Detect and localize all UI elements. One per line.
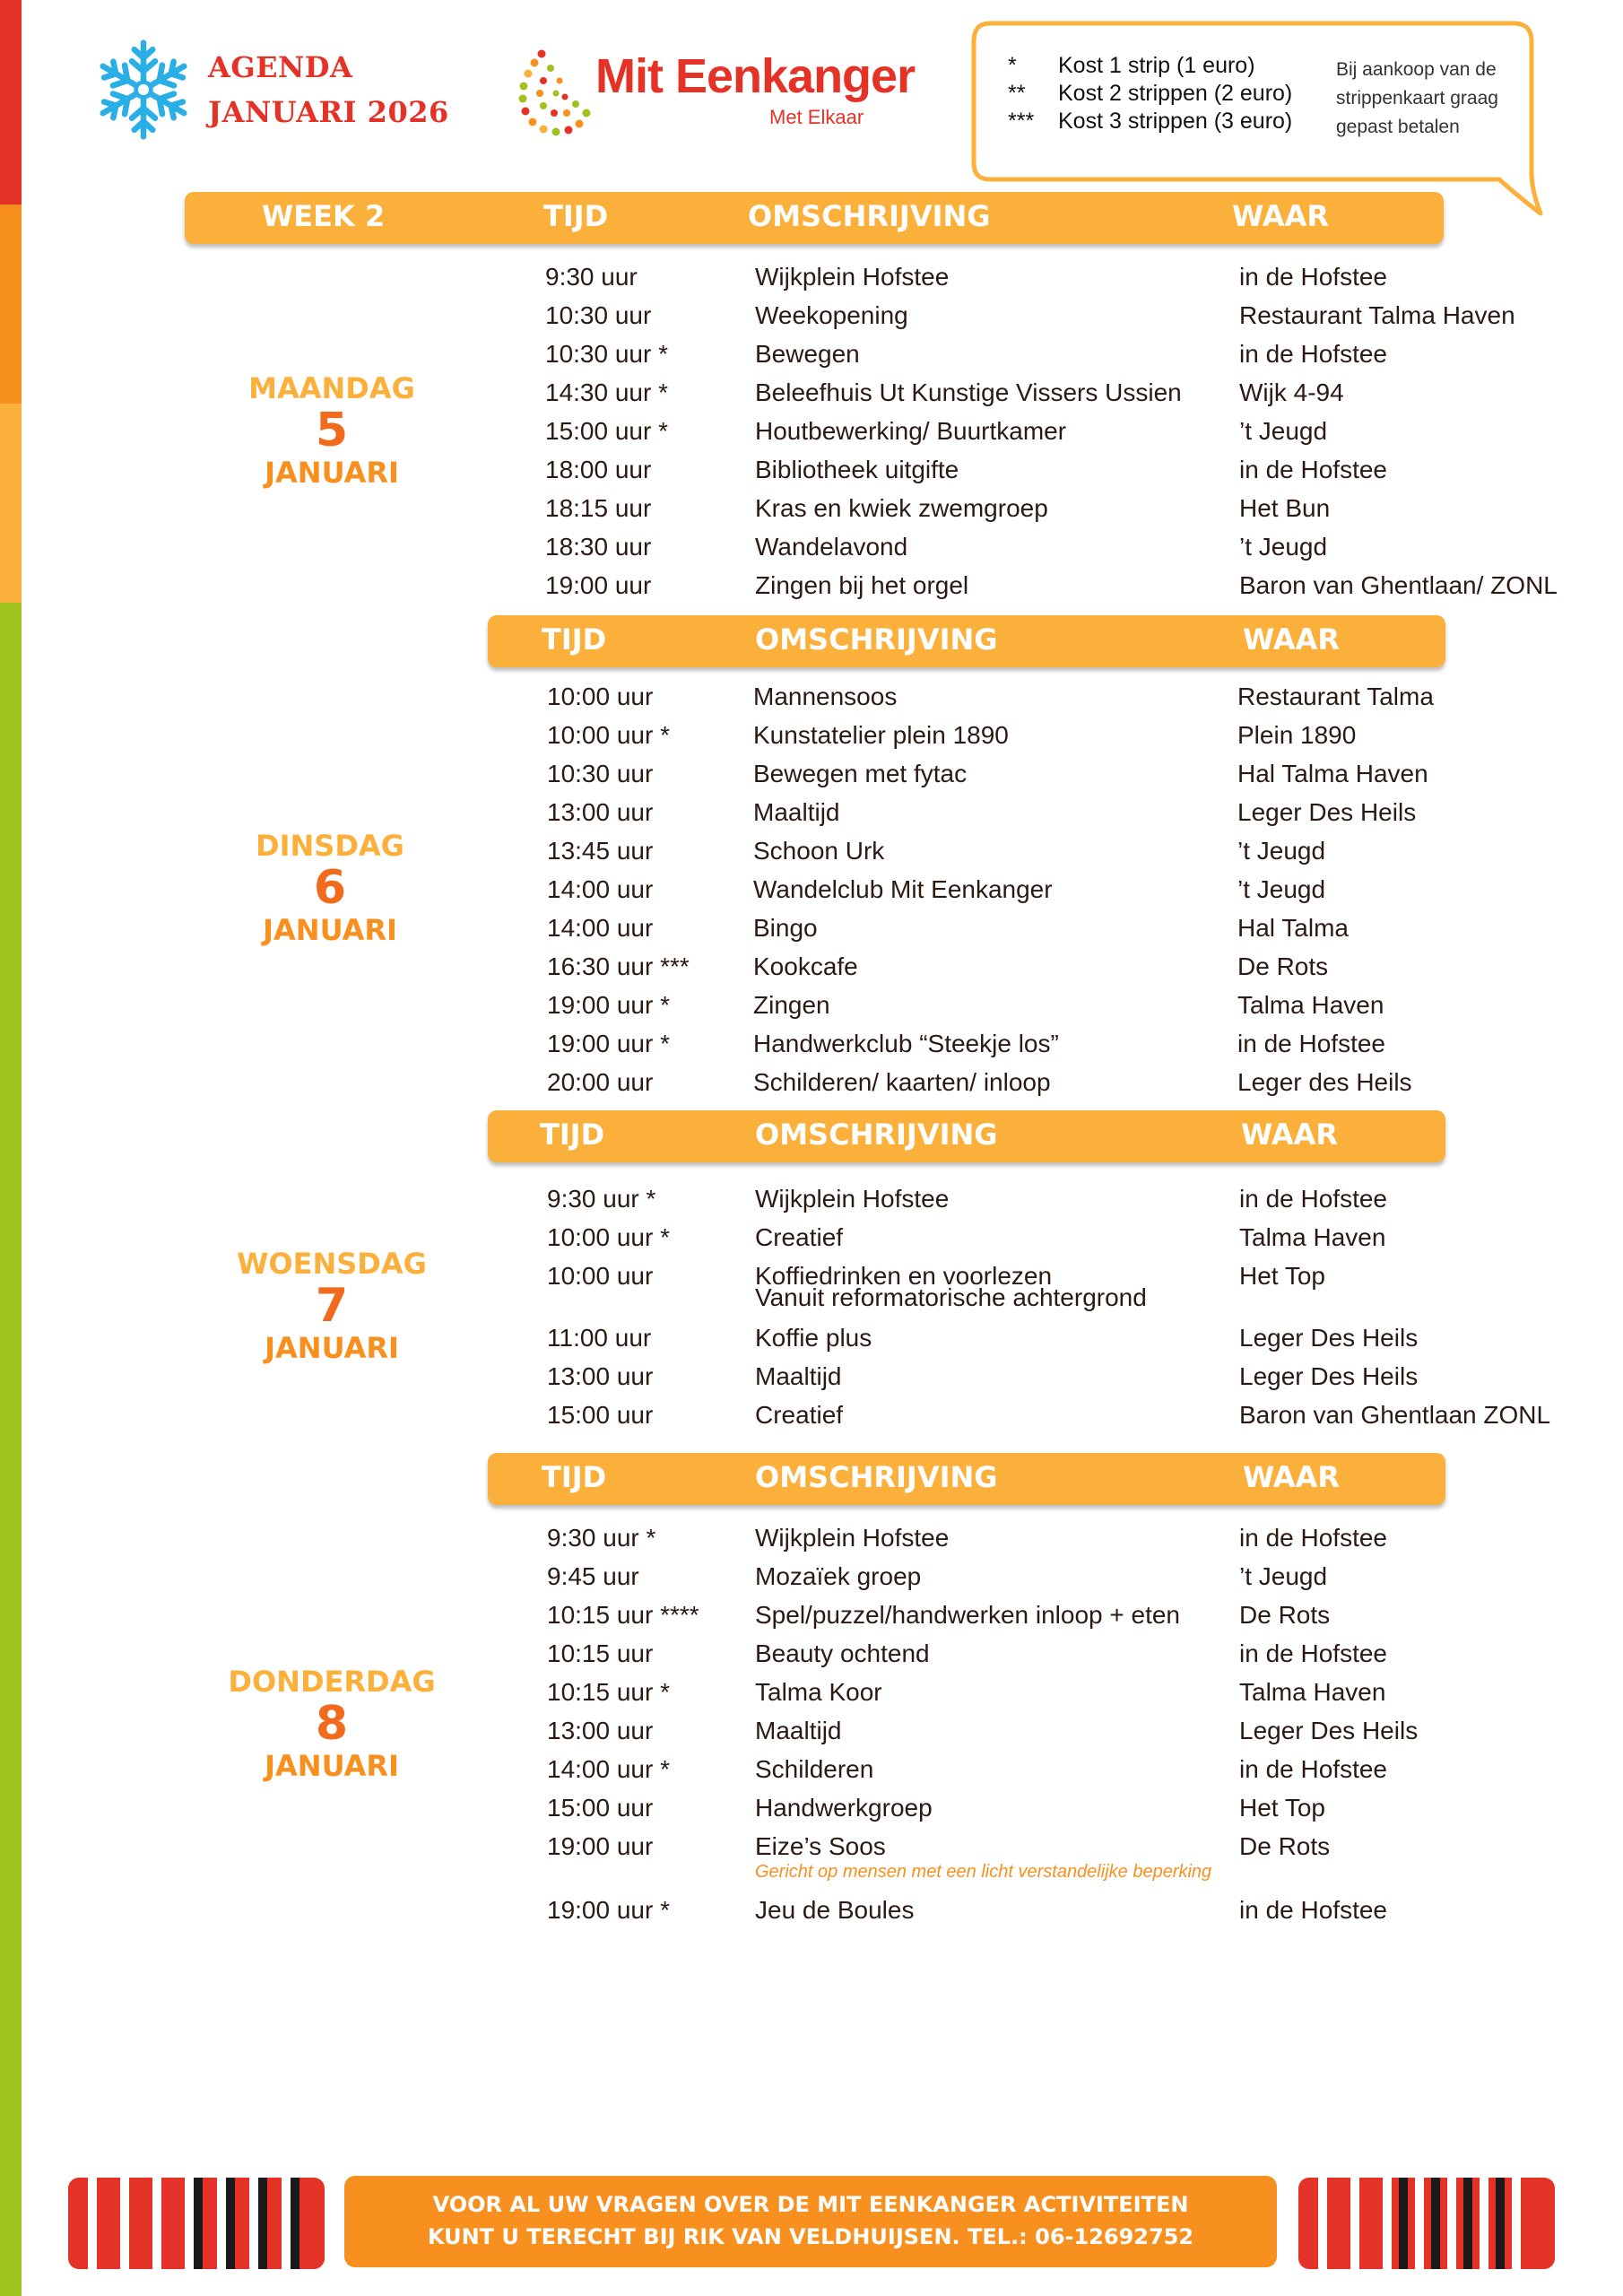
col-where: WAAR [1232,199,1330,233]
row-description: Jeu de Boules [755,1896,915,1924]
row-description: Spel/puzzel/handwerken inloop + eten [755,1601,1181,1629]
col-where: WAAR [1243,1460,1341,1494]
row-time: 18:15 uur [545,494,652,522]
row-note: Gericht op mensen met een licht verstandelijke beperking [755,1862,1212,1882]
legend-bubble [970,20,1551,179]
row-location: in de Hofstee [1237,1030,1385,1057]
row-time: 9:45 uur [547,1562,639,1590]
row-time: 14:30 uur * [545,378,668,406]
left-strip-green [0,603,22,2296]
row-location: ’t Jeugd [1239,533,1328,561]
row-location: in de Hofstee [1239,1185,1387,1213]
row-location: Het Top [1239,1262,1325,1290]
price-legend [1008,52,1292,135]
row-location: Leger Des Heils [1239,1324,1419,1352]
day-month: JANUARI [265,1749,399,1783]
day-month: JANUARI [263,913,397,947]
row-time: 18:00 uur [545,456,652,483]
legend-row-3 [1008,108,1292,135]
day-name: WOENSDAG [237,1247,427,1281]
row-time: 19:00 uur [547,1832,654,1860]
row-location: Baron van Ghentlaan ZONL [1239,1401,1551,1429]
row-location: Leger Des Heils [1237,798,1417,826]
row-time: 9:30 uur * [547,1524,656,1552]
row-description: Wandelclub Mit Eenkanger [753,875,1053,903]
row-location: in de Hofstee [1239,263,1387,291]
row-description: Schoon Urk [753,837,885,865]
row-time: 13:00 uur [547,1717,654,1744]
row-location: Leger Des Heils [1239,1362,1419,1390]
row-location: Talma Haven [1239,1678,1386,1706]
row-location: Talma Haven [1239,1223,1386,1251]
snowflake-icon [93,36,194,144]
col-time: TIJD [542,622,607,657]
row-description: Kookcafe [753,952,858,980]
row-location: Wijk 4-94 [1239,378,1344,406]
row-time: 18:30 uur [545,533,652,561]
row-description: Creatief [755,1401,844,1429]
row-time: 10:15 uur **** [547,1601,699,1629]
row-time: 19:00 uur * [547,1030,670,1057]
row-location: Het Top [1239,1794,1325,1822]
row-time: 10:00 uur [547,1262,654,1290]
row-description: Handwerkclub “Steekje los” [753,1030,1059,1057]
row-description: Koffiedrinken en voorlezen [755,1262,1053,1290]
day-label-dinsdag [178,829,482,947]
row-description: Beauty ochtend [755,1639,930,1667]
row-location: ’t Jeugd [1237,837,1326,865]
day-number: 5 [315,404,349,457]
row-location: ’t Jeugd [1239,1562,1328,1590]
row-location: ’t Jeugd [1239,417,1328,445]
legend-row-1 [1008,52,1292,80]
row-time: 10:30 uur * [545,340,668,368]
row-location: in de Hofstee [1239,340,1387,368]
row-description: Mozaïek groep [755,1562,922,1590]
logo [515,41,916,149]
day-number: 6 [313,861,347,915]
row-description: Maaltijd [755,1362,842,1390]
logo-title: Mit Eenkanger [595,49,916,103]
col-where: WAAR [1241,1118,1339,1152]
row-time: 9:30 uur * [547,1185,656,1213]
row-time: 9:30 uur [545,263,638,291]
footer-contact-bar [344,2176,1277,2267]
row-location: Leger des Heils [1237,1068,1412,1096]
agenda-title [208,45,449,135]
agenda-line-1: AGENDA [208,50,353,84]
row-description: Handwerkgroep [755,1794,933,1822]
footer-line-2: KUNT U TERECHT BIJ RIK VAN VELDHUIJSEN. TEL.: 06-12692752 [427,2224,1194,2249]
row-description: Beleefhuis Ut Kunstige Vissers Ussien [755,378,1182,406]
footer-line-1: VOOR AL UW VRAGEN OVER DE MIT EENKANGER ACTIVITEITEN [432,2192,1189,2217]
row-location: Plein 1890 [1237,721,1357,749]
row-description: Bewegen [755,340,860,368]
row-description: Houtbewerking/ Buurtkamer [755,417,1067,445]
row-description: Zingen [753,991,830,1019]
row-time: 10:30 uur [545,301,652,329]
col-desc: OMSCHRIJVING [755,622,998,657]
row-location: Leger Des Heils [1239,1717,1419,1744]
row-time: 10:15 uur [547,1639,654,1667]
stripes-left-icon [66,2174,326,2273]
week-label: WEEK 2 [262,199,386,233]
row-description: Talma Koor [755,1678,882,1706]
day-name: DONDERDAG [228,1665,436,1699]
header-bar-dinsdag [488,615,1445,667]
row-description-line-2: Vanuit reformatorische achtergrond [755,1283,1147,1311]
legend-symbol: ** [1008,81,1026,106]
row-location: Talma Haven [1237,991,1384,1019]
row-time: 15:00 uur [547,1401,654,1429]
row-description: Wijkplein Hofstee [755,1185,950,1213]
row-time: 10:00 uur [547,683,654,710]
legend-symbol: *** [1008,109,1035,134]
stripes-right-icon [1297,2174,1557,2273]
col-desc: OMSCHRIJVING [755,1460,998,1494]
row-location: in de Hofstee [1239,1896,1387,1924]
legend-text: Kost 1 strip (1 euro) [1058,53,1255,78]
row-time: 15:00 uur [547,1794,654,1822]
row-location: in de Hofstee [1239,1755,1387,1783]
row-description: Creatief [755,1223,844,1251]
row-description: Wijkplein Hofstee [755,1524,950,1552]
row-time: 10:00 uur * [547,721,670,749]
row-description: Bewegen met fytac [753,760,968,787]
row-location: Het Bun [1239,494,1331,522]
row-location: Baron van Ghentlaan/ ZONL [1239,571,1558,599]
row-time: 10:30 uur [547,760,654,787]
left-strip-orange [0,204,22,404]
row-location: Hal Talma Haven [1237,760,1428,787]
row-location: De Rots [1239,1601,1331,1629]
day-month: JANUARI [265,456,399,490]
row-description: Kras en kwiek zwemgroep [755,494,1048,522]
row-description: Kunstatelier plein 1890 [753,721,1009,749]
row-time: 13:45 uur [547,837,654,865]
row-description: Wandelavond [755,533,908,561]
row-time: 14:00 uur [547,914,654,942]
legend-symbol: * [1008,53,1017,78]
row-time: 14:00 uur [547,875,654,903]
row-description: Zingen bij het orgel [755,571,969,599]
row-time: 11:00 uur [547,1324,652,1352]
legend-note: Bij aankoop van de strippenkaart graag gepast betalen [1336,59,1498,137]
col-desc: OMSCHRIJVING [755,1118,998,1152]
legend-row-2 [1008,80,1292,108]
row-time: 14:00 uur * [547,1755,670,1783]
col-time: TIJD [540,1118,605,1152]
header-bar-donderdag [488,1453,1445,1505]
row-time: 10:00 uur * [547,1223,670,1251]
day-label-donderdag [179,1665,484,1783]
header-bar-woensdag [488,1110,1445,1162]
left-strip-red [0,0,22,204]
col-where: WAAR [1243,622,1341,657]
day-month: JANUARI [265,1331,399,1365]
day-label-woensdag [179,1247,484,1365]
row-time: 19:00 uur [545,571,652,599]
row-description: Koffie plus [755,1324,872,1352]
row-location: De Rots [1237,952,1329,980]
row-location: Restaurant Talma Haven [1239,301,1515,329]
day-name: MAANDAG [248,371,415,405]
row-time: 19:00 uur * [547,991,670,1019]
logo-mark-icon [515,41,601,149]
row-location: in de Hofstee [1239,1524,1387,1552]
row-location: in de Hofstee [1239,1639,1387,1667]
legend-text: Kost 2 strippen (2 euro) [1058,81,1293,106]
row-time: 16:30 uur *** [547,952,690,980]
row-location: in de Hofstee [1239,456,1387,483]
row-description: Bingo [753,914,818,942]
day-number: 8 [315,1697,349,1751]
row-time: 20:00 uur [547,1068,654,1096]
row-time: 10:15 uur * [547,1678,670,1706]
col-time: TIJD [542,1460,607,1494]
left-strip-yellow [0,404,22,603]
row-location: ’t Jeugd [1237,875,1326,903]
logo-subtitle: Met Elkaar [769,106,864,128]
row-description: Schilderen [755,1755,874,1783]
row-description: Schilderen/ kaarten/ inloop [753,1068,1051,1096]
row-description: Weekopening [755,301,908,329]
row-description: Maaltijd [755,1717,842,1744]
col-desc: OMSCHRIJVING [748,199,991,233]
legend-text: Kost 3 strippen (3 euro) [1058,109,1293,134]
row-time: 13:00 uur [547,1362,654,1390]
row-location: Restaurant Talma [1237,683,1434,710]
row-description: Mannensoos [753,683,898,710]
row-location: De Rots [1239,1832,1331,1860]
row-time: 15:00 uur * [545,417,668,445]
col-time: TIJD [543,199,609,233]
day-number: 7 [315,1279,349,1333]
row-time: 13:00 uur [547,798,654,826]
row-description: Wijkplein Hofstee [755,263,950,291]
row-time: 19:00 uur * [547,1896,670,1924]
row-description: Eize’s Soos [755,1832,886,1860]
week-header-bar [185,192,1444,244]
row-description: Bibliotheek uitgifte [755,456,959,483]
day-label-maandag [179,371,484,490]
day-name: DINSDAG [256,829,404,863]
row-description: Maaltijd [753,798,840,826]
agenda-line-2: JANUARI 2026 [208,95,449,129]
row-location: Hal Talma [1237,914,1349,942]
